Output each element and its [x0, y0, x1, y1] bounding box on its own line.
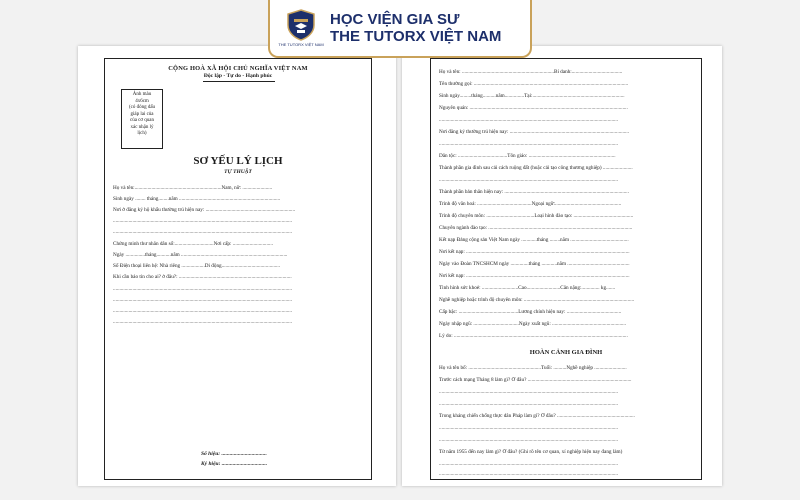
form-line: .......................................................................................................................................... [113, 229, 292, 235]
form-line: Họ và tên: .......................................................................Bí danh:....................................... [439, 69, 623, 75]
form-line: .......................................................................................................................................... [113, 297, 292, 303]
photo-line: lịch) [137, 131, 147, 136]
form-line: .......................................................................................................................................... [439, 461, 618, 467]
form-line: Thành phần gia đình sau cải cách ruộng đất (hoặc cải tạo công thương nghiệp) ....................... [439, 165, 633, 171]
logo-caption: THE TUTORX VIỆT NAM [278, 42, 324, 47]
form-line: Từ năm 1955 đến nay làm gì? Ở đâu? (Ghi rõ tên cơ quan, xí nghiệp hiện nay đang làm) [439, 449, 623, 455]
form-line: Họ và tên:...................................................................Nam, nữ: ....................... [113, 185, 273, 191]
form-line: Trình độ văn hoá: ..........................................Ngoại ngữ:................................................... [439, 201, 622, 207]
form-line: Ngày ...............tháng...........năm .................................................................................. [113, 252, 288, 258]
serial-number: Số hiệu: ................................. [201, 451, 267, 457]
brand-name [330, 11, 501, 46]
form-page-left [78, 46, 396, 486]
form-line: Chuyên ngành đào tạo: ............................................................................................................... [439, 225, 633, 231]
form-line: .......................................................................................................................................... [113, 286, 292, 292]
form-line: Nơi đăng ký thường trú hiện nay: ............................................................................................ [439, 129, 629, 135]
photo-line: Ảnh màu [132, 92, 152, 97]
form-line: Lý do: ...................................................................................................................................... [439, 333, 628, 339]
form-line: .......................................................................................................................................... [439, 117, 618, 123]
form-line: Nơi ở đăng ký hộ khẩu thường trú hiện nay: ..................................................................... [113, 207, 296, 213]
form-line: Nghề nghiệp hoặc trình độ chuyên môn: ..................................................................................... [439, 297, 635, 303]
photo-line: (có đóng dấu [128, 105, 156, 110]
form-line: .......................................................................................................................................... [113, 319, 292, 325]
form-line: .......................................................................................................................................... [439, 401, 618, 407]
form-line: Cấp bậc: ..............................................Lương chính hiện nay: .......................................... [439, 309, 622, 315]
form-line: Trước cách mạng Tháng 8 làm gì? Ở đâu? ................................................................................ [439, 377, 632, 383]
photo-line: xác nhận lý [130, 124, 154, 130]
form-line: Thành phần bản thân hiện nay: ................................................................................................ [439, 189, 629, 195]
photo-line: giáp lai của [130, 111, 154, 117]
serial-code: Ký hiệu: ................................. [201, 461, 268, 467]
form-line: .......................................................................................................................................... [439, 425, 618, 431]
section-heading: HOÀN CẢNH GIA ĐÌNH [529, 349, 603, 356]
header-underline [203, 81, 275, 82]
form-title: SƠ YẾU LÝ LỊCH [193, 155, 283, 167]
brand-logo [280, 6, 322, 50]
photo-line: 4x6cm [135, 98, 149, 104]
form-line: Nguyên quán: .......................................................................................................................... [439, 105, 628, 111]
page-frame-left [104, 58, 372, 480]
form-line: Tình hình sức khoẻ: ............................Cao..........................Cân nặng:.............. kg....... [439, 285, 616, 291]
brand-line-1: HỌC VIỆN GIA SƯ [330, 10, 460, 28]
form-line: Ngày vào Đoàn TNCSHCM ngày ..............tháng ............năm ................................................ [439, 261, 630, 267]
form-line: Dân tộc: ......................................Tôn giáo: ................................................................... [439, 153, 616, 159]
form-line: .......................................................................................................................................... [439, 389, 618, 395]
form-line: Sinh ngày ........ tháng........năm .............................................................................. [113, 196, 281, 202]
form-page-right [402, 46, 722, 486]
brand-line-2: THE TUTORX VIỆT NAM [330, 28, 502, 45]
form-line: Số Điện thoại liên hệ: Nhà riêng ..................Di động............................................. [113, 263, 280, 269]
shield-icon [286, 9, 316, 41]
form-line: Nơi kết nạp: .............................................................................................................................. [439, 249, 630, 255]
brand-banner [268, 0, 532, 58]
form-line: Tên thường gọi: ....................................................................................................................... [439, 81, 629, 87]
national-header: CỘNG HOÀ XÃ HỘI CHỦ NGHĨA VIỆT NAM [168, 65, 308, 72]
form-line: Chứng minh thư nhân dân số:..............................Nơi cấp: ............................... [113, 241, 273, 247]
form-line: .......................................................................................................................................... [439, 177, 618, 183]
photo-line: của cơ quan [129, 118, 155, 123]
form-line: .......................................................................................................................................... [113, 218, 292, 224]
form-line: Họ và tên bố: ........................................................Tuổi: ..........Nghề nghiệp ......................... [439, 365, 627, 371]
form-line: Trình độ chuyên môn: .....................................Loại hình đào tạo: .............................................. [439, 213, 634, 219]
form-line: .......................................................................................................................................... [439, 141, 618, 147]
photo-placeholder [121, 89, 163, 149]
form-line: Ngày nhập ngũ: ...................................Ngày xuất ngũ: ......................................................... [439, 321, 627, 327]
form-line: .......................................................................................................................................... [439, 437, 618, 443]
form-line: Trong kháng chiến chống thực dân Pháp làm gì? Ở đâu? ............................................................ [439, 413, 635, 419]
form-line: Kết nạp Đảng cộng sản Việt Nam ngày ............tháng ........năm ............................................. [439, 237, 629, 243]
form-line: .......................................................................................................................................... [439, 471, 618, 477]
page-frame-right [430, 58, 702, 480]
form-line: Sinh ngày.........tháng..........năm...............Tại:....................................................................... [439, 93, 625, 99]
form-subtitle: TỰ THUẬT [224, 169, 252, 175]
form-line: Khi cần báo tin cho ai? ở đâu?: ....................................................................................... [113, 274, 292, 280]
form-line: Nơi kết nạp: .............................................................................................................................. [439, 273, 630, 279]
national-motto: Độc lập - Tự do - Hạnh phúc [203, 73, 273, 79]
form-line: .......................................................................................................................................... [113, 308, 292, 314]
